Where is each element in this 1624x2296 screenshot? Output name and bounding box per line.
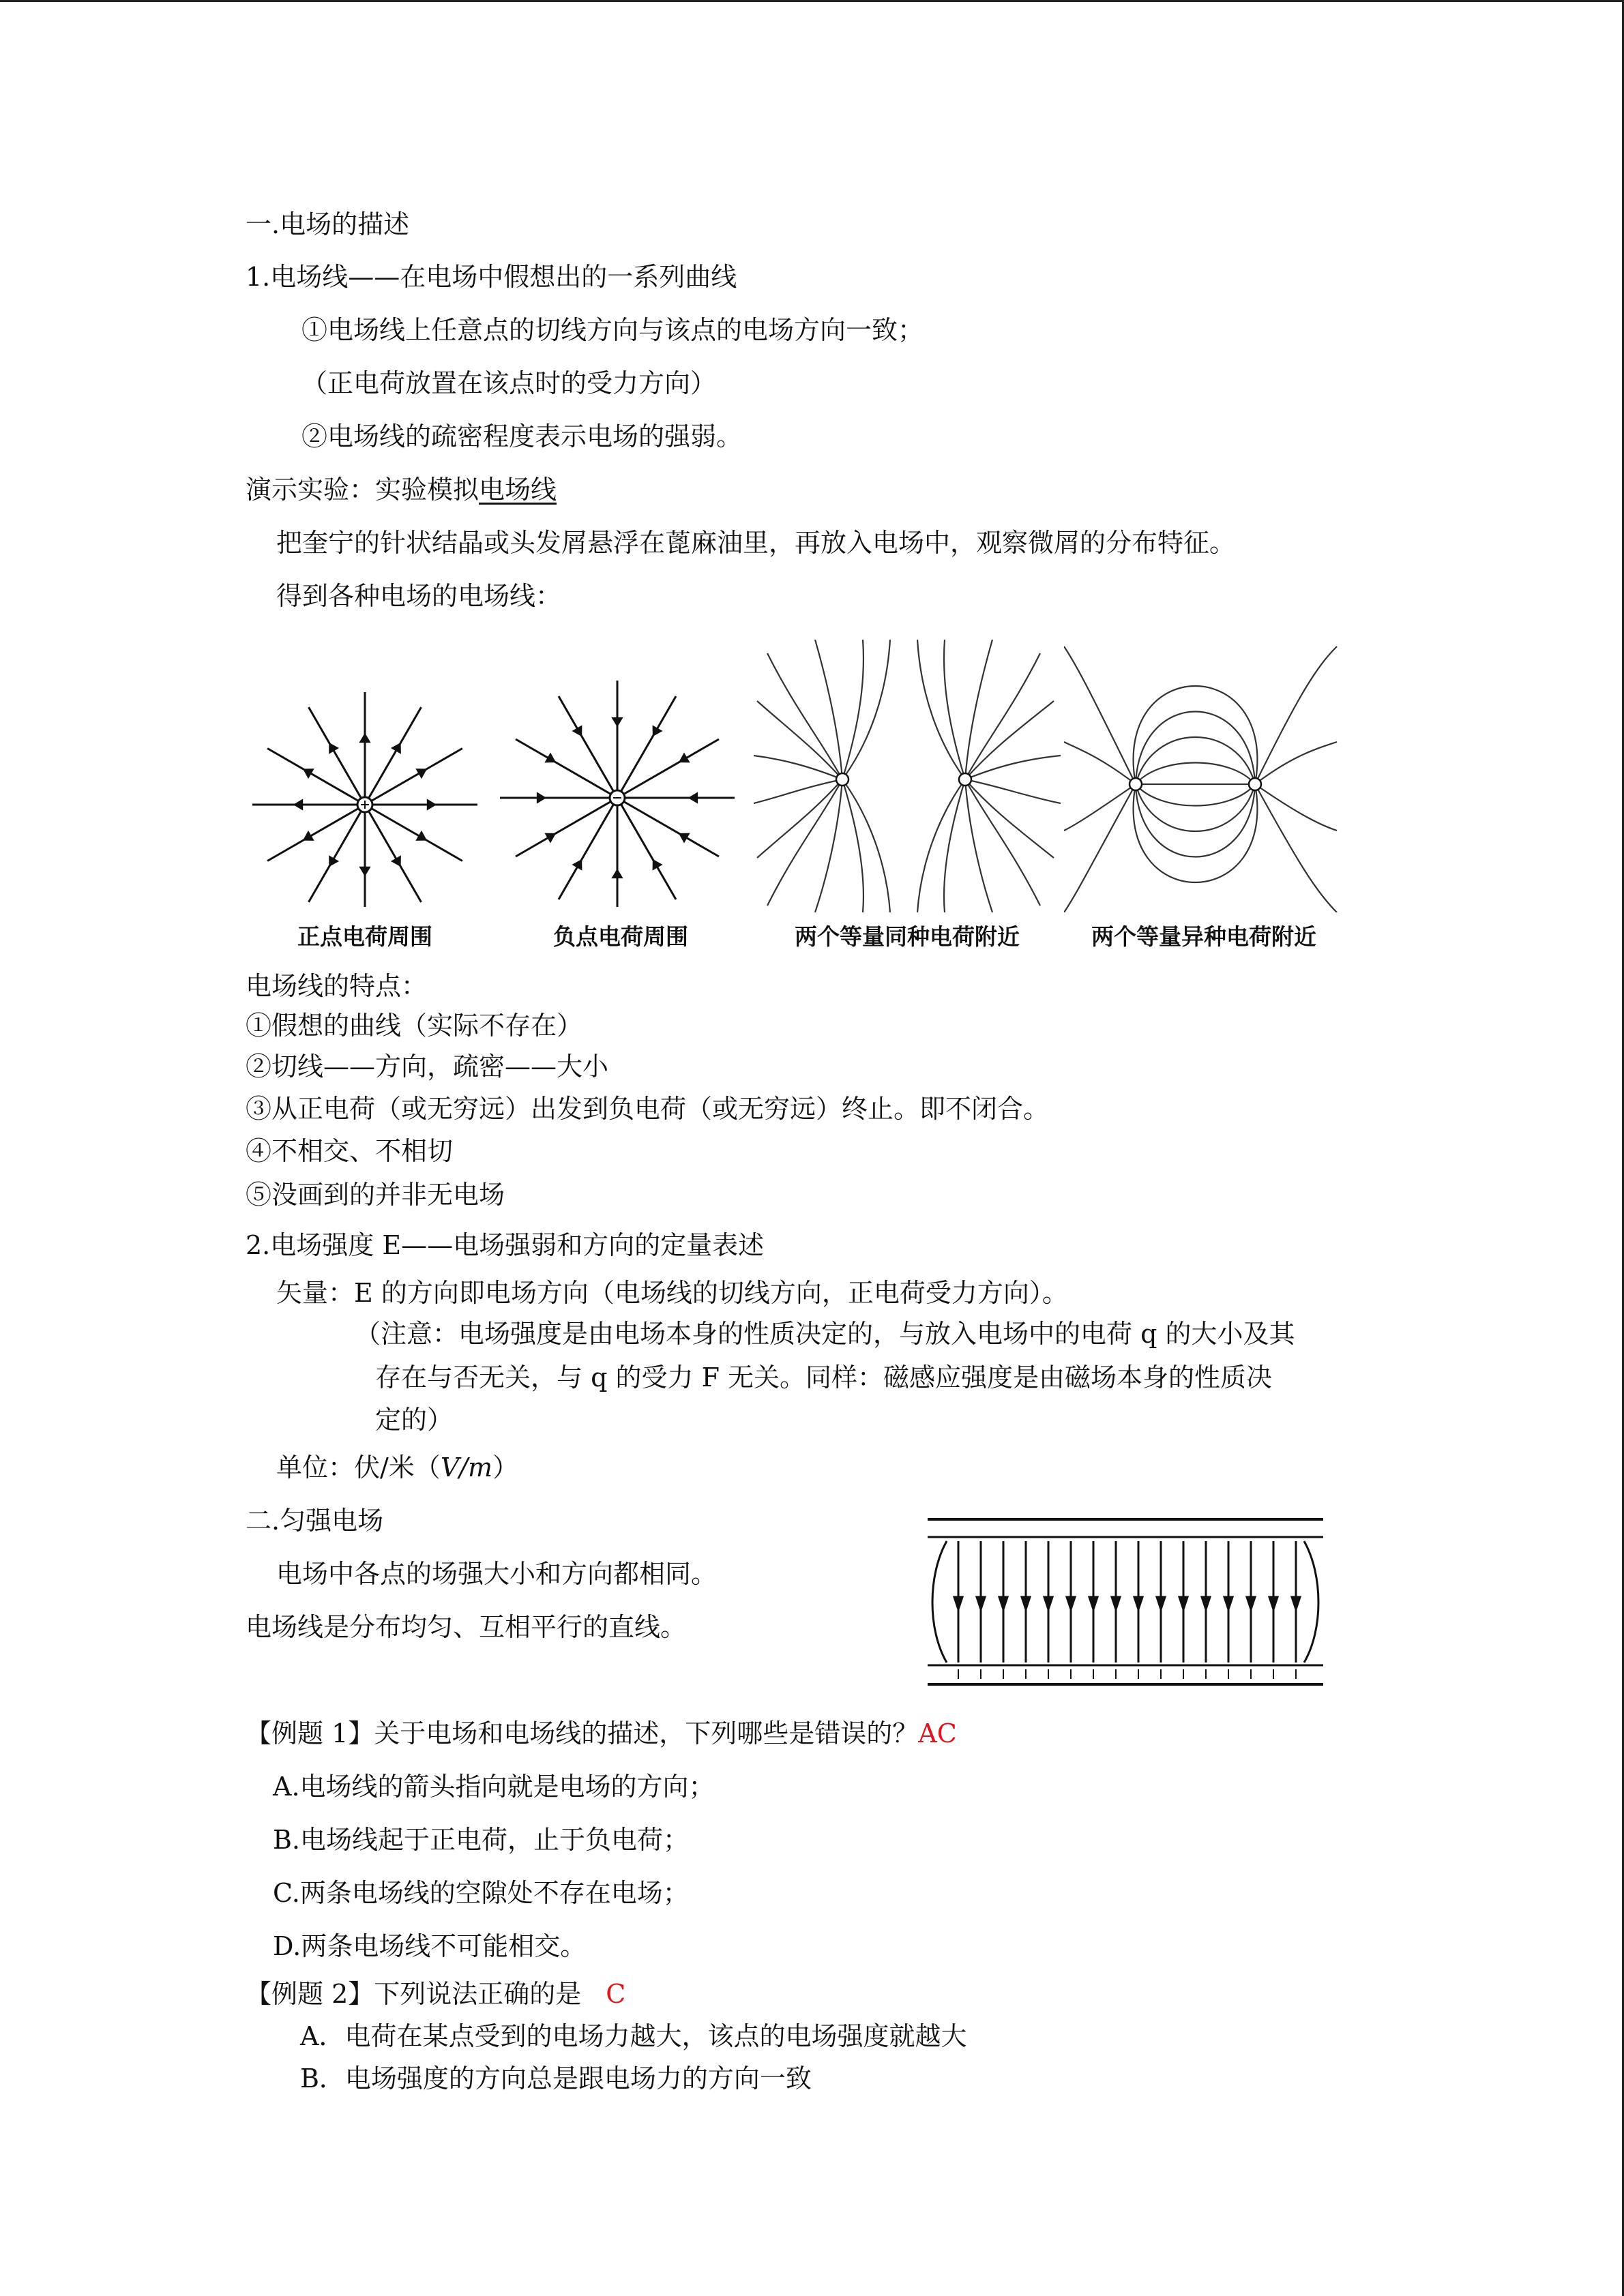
subsection-title: 1.电场线——在电场中假想出的一系列曲线: [246, 262, 737, 292]
section-title: 一.电场的描述: [246, 209, 410, 239]
example2-option: B．电场强度的方向总是跟电场力的方向一致: [300, 2063, 812, 2093]
caption-unlike-charges: 两个等量异种电荷附近: [1091, 923, 1316, 950]
feature-item: ③从正电荷（或无穷远）出发到负电荷（或无穷远）终止。即不闭合。: [246, 1094, 1050, 1124]
example2-question: [246, 1978, 625, 2010]
uniform-field-title: 二.匀强电场: [246, 1506, 384, 1536]
unit-italic: V/m: [440, 1452, 493, 1482]
unit-line: [276, 1451, 518, 1484]
example2-answer: C: [606, 1979, 626, 2009]
note-line: 存在与否无关，与 q 的受力 F 无关。同样：磁感应强度是由磁场本身的性质决: [375, 1362, 1273, 1392]
demo-result: 得到各种电场的电场线：: [276, 581, 562, 611]
note-line: （注意：电场强度是由电场本身的性质决定的，与放入电场中的电荷 q 的大小及其: [355, 1319, 1295, 1349]
example1-question-text: 【例题 1】关于电场和电场线的描述，下列哪些是错误的？: [246, 1718, 919, 1748]
field-line-item-1-note: （正电荷放置在该点时的受力方向）: [301, 368, 717, 398]
feature-item: ②切线——方向，疏密——大小: [246, 1052, 609, 1082]
caption-negative: 负点电荷周围: [553, 923, 688, 950]
note-line: 定的）: [375, 1405, 454, 1435]
demo-heading: [246, 473, 557, 506]
uniform-field-figure: [928, 1514, 1323, 1691]
field-strength-title: 2.电场强度 E——电场强弱和方向的定量表述: [246, 1230, 765, 1260]
feature-item: ①假想的曲线（实际不存在）: [246, 1011, 583, 1041]
page-border-top: [0, 0, 1624, 2]
example1-option: D.两条电场线不可能相交。: [273, 1931, 587, 1961]
unlike-charges-figure: [1064, 640, 1344, 912]
feature-item: ⑤没画到的并非无电场: [246, 1180, 505, 1210]
example2-option: A．电荷在某点受到的电场力越大，该点的电场强度就越大: [300, 2021, 967, 2051]
caption-like-charges: 两个等量同种电荷附近: [795, 923, 1020, 950]
like-charges-figure: [754, 640, 1061, 912]
demo-prefix: 演示实验：实验模拟: [246, 475, 479, 505]
example1-question: [246, 1717, 957, 1750]
feature-item: ④不相交、不相切: [246, 1136, 454, 1166]
example1-option: A.电场线的箭头指向就是电场的方向；: [273, 1772, 715, 1802]
unit-prefix: 单位：伏/米（: [276, 1452, 441, 1482]
demo-description: 把奎宁的针状结晶或头发屑悬浮在蓖麻油里，再放入电场中，观察微屑的分布特征。: [276, 528, 1236, 558]
caption-positive: 正点电荷周围: [297, 923, 432, 950]
features-title: 电场线的特点：: [246, 971, 428, 1001]
field-line-item-1: ①电场线上任意点的切线方向与该点的电场方向一致；: [301, 315, 924, 345]
example1-option: C.两条电场线的空隙处不存在电场；: [273, 1878, 689, 1908]
uniform-field-line2: 电场线是分布均匀、互相平行的直线。: [246, 1612, 687, 1642]
negative-charge-figure: [498, 668, 737, 907]
example1-option: B.电场线起于正电荷，止于负电荷；: [273, 1825, 690, 1855]
example2-question-text: 【例题 2】下列说法正确的是: [246, 1979, 582, 2009]
uniform-field-line1: 电场中各点的场强大小和方向都相同。: [276, 1559, 718, 1589]
positive-charge-figure: [249, 675, 481, 907]
field-line-item-2: ②电场线的疏密程度表示电场的强弱。: [301, 421, 743, 451]
demo-underlined: 电场线: [479, 475, 557, 505]
field-strength-vector: 矢量：E 的方向即电场方向（电场线的切线方向，正电荷受力方向）。: [276, 1278, 1068, 1308]
unit-suffix: ）: [492, 1452, 519, 1482]
example1-answer: AC: [918, 1718, 957, 1748]
